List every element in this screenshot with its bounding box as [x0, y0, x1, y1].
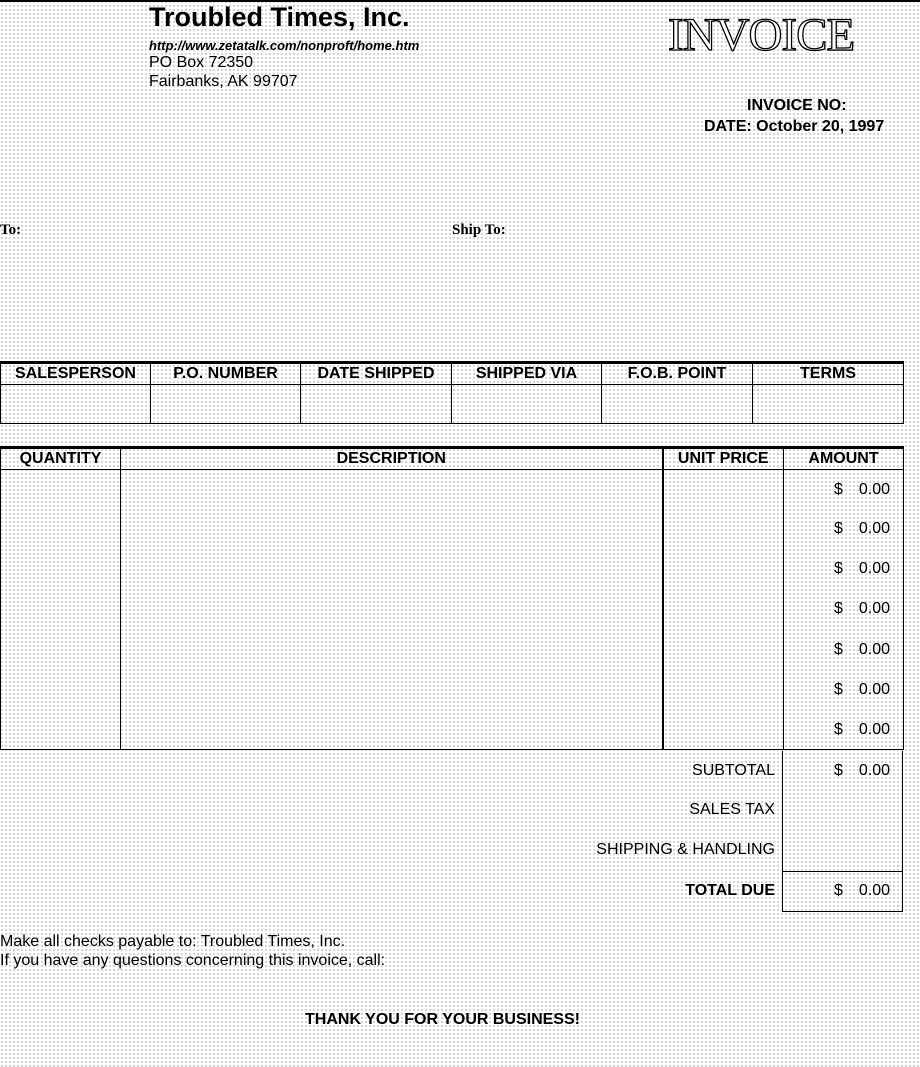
- line-items-table: [0, 446, 904, 750]
- shipping-info-table: [0, 361, 904, 424]
- header-quantity: QUANTITY: [1, 448, 121, 470]
- company-website[interactable]: http://www.zetatalk.com/nonproft/home.htm: [149, 38, 420, 53]
- subtotal-label: SUBTOTAL: [692, 762, 775, 779]
- total-due-row: [783, 882, 903, 902]
- currency-symbol: $: [834, 600, 843, 617]
- amount-value: 0.00: [858, 600, 890, 617]
- shipped-via-cell[interactable]: [452, 385, 602, 424]
- ship-to-label: Ship To:: [452, 222, 506, 238]
- checks-payable-note: Make all checks payable to: Troubled Times, Inc.: [0, 933, 346, 950]
- total-due-label: TOTAL DUE: [685, 882, 775, 899]
- amount-row: [783, 481, 903, 501]
- header-terms: TERMS: [753, 363, 904, 385]
- amount-row: [783, 641, 903, 661]
- amount-row: [783, 520, 903, 540]
- company-address-line1: PO Box 72350: [149, 54, 254, 71]
- currency-symbol: $: [834, 762, 843, 779]
- header-fob-point: F.O.B. POINT: [602, 363, 753, 385]
- amount-value: 0.00: [858, 481, 890, 498]
- invoice-title: INVOICE: [668, 9, 855, 61]
- po-number-cell[interactable]: [151, 385, 301, 424]
- sales-tax-label: SALES TAX: [689, 801, 775, 818]
- quantity-column[interactable]: [1, 470, 121, 750]
- header-description: DESCRIPTION: [121, 448, 663, 470]
- description-column[interactable]: [121, 470, 663, 750]
- currency-symbol: $: [834, 520, 843, 537]
- header-po-number: P.O. NUMBER: [151, 363, 301, 385]
- subtotal-row: [783, 762, 903, 782]
- amount-row: [783, 560, 903, 580]
- shipping-handling-label: SHIPPING & HANDLING: [596, 841, 775, 858]
- currency-symbol: $: [834, 882, 843, 899]
- amount-value: 0.00: [858, 560, 890, 577]
- salesperson-cell[interactable]: [1, 385, 151, 424]
- header-date-shipped: DATE SHIPPED: [301, 363, 452, 385]
- amount-value: 0.00: [858, 641, 890, 658]
- currency-symbol: $: [834, 641, 843, 658]
- company-name: Troubled Times, Inc.: [149, 2, 410, 32]
- total-due-value: 0.00: [858, 882, 890, 899]
- amount-value: 0.00: [858, 520, 890, 537]
- currency-symbol: $: [834, 481, 843, 498]
- header-unit-price: UNIT PRICE: [663, 448, 784, 470]
- questions-note: If you have any questions concerning this invoice, call:: [0, 952, 386, 969]
- currency-symbol: $: [834, 681, 843, 698]
- unit-price-column[interactable]: [663, 470, 784, 750]
- fob-point-cell[interactable]: [602, 385, 753, 424]
- thank-you-message: THANK YOU FOR YOUR BUSINESS!: [305, 1011, 580, 1028]
- amount-row: [783, 681, 903, 701]
- header-amount: AMOUNT: [784, 448, 904, 470]
- terms-cell[interactable]: [753, 385, 904, 424]
- header-shipped-via: SHIPPED VIA: [452, 363, 602, 385]
- amount-value: 0.00: [858, 721, 890, 738]
- currency-symbol: $: [834, 721, 843, 738]
- bill-to-label: To:: [0, 222, 22, 238]
- currency-symbol: $: [834, 560, 843, 577]
- amount-row: [783, 721, 903, 741]
- amount-value: 0.00: [858, 681, 890, 698]
- invoice-date: DATE: October 20, 1997: [704, 118, 885, 135]
- subtotal-value: 0.00: [858, 762, 890, 779]
- company-address-line2: Fairbanks, AK 99707: [149, 73, 298, 90]
- date-shipped-cell[interactable]: [301, 385, 452, 424]
- amount-row: [783, 600, 903, 620]
- invoice-number-label: INVOICE NO:: [747, 97, 847, 114]
- top-border-line: [0, 0, 920, 2]
- header-salesperson: SALESPERSON: [1, 363, 151, 385]
